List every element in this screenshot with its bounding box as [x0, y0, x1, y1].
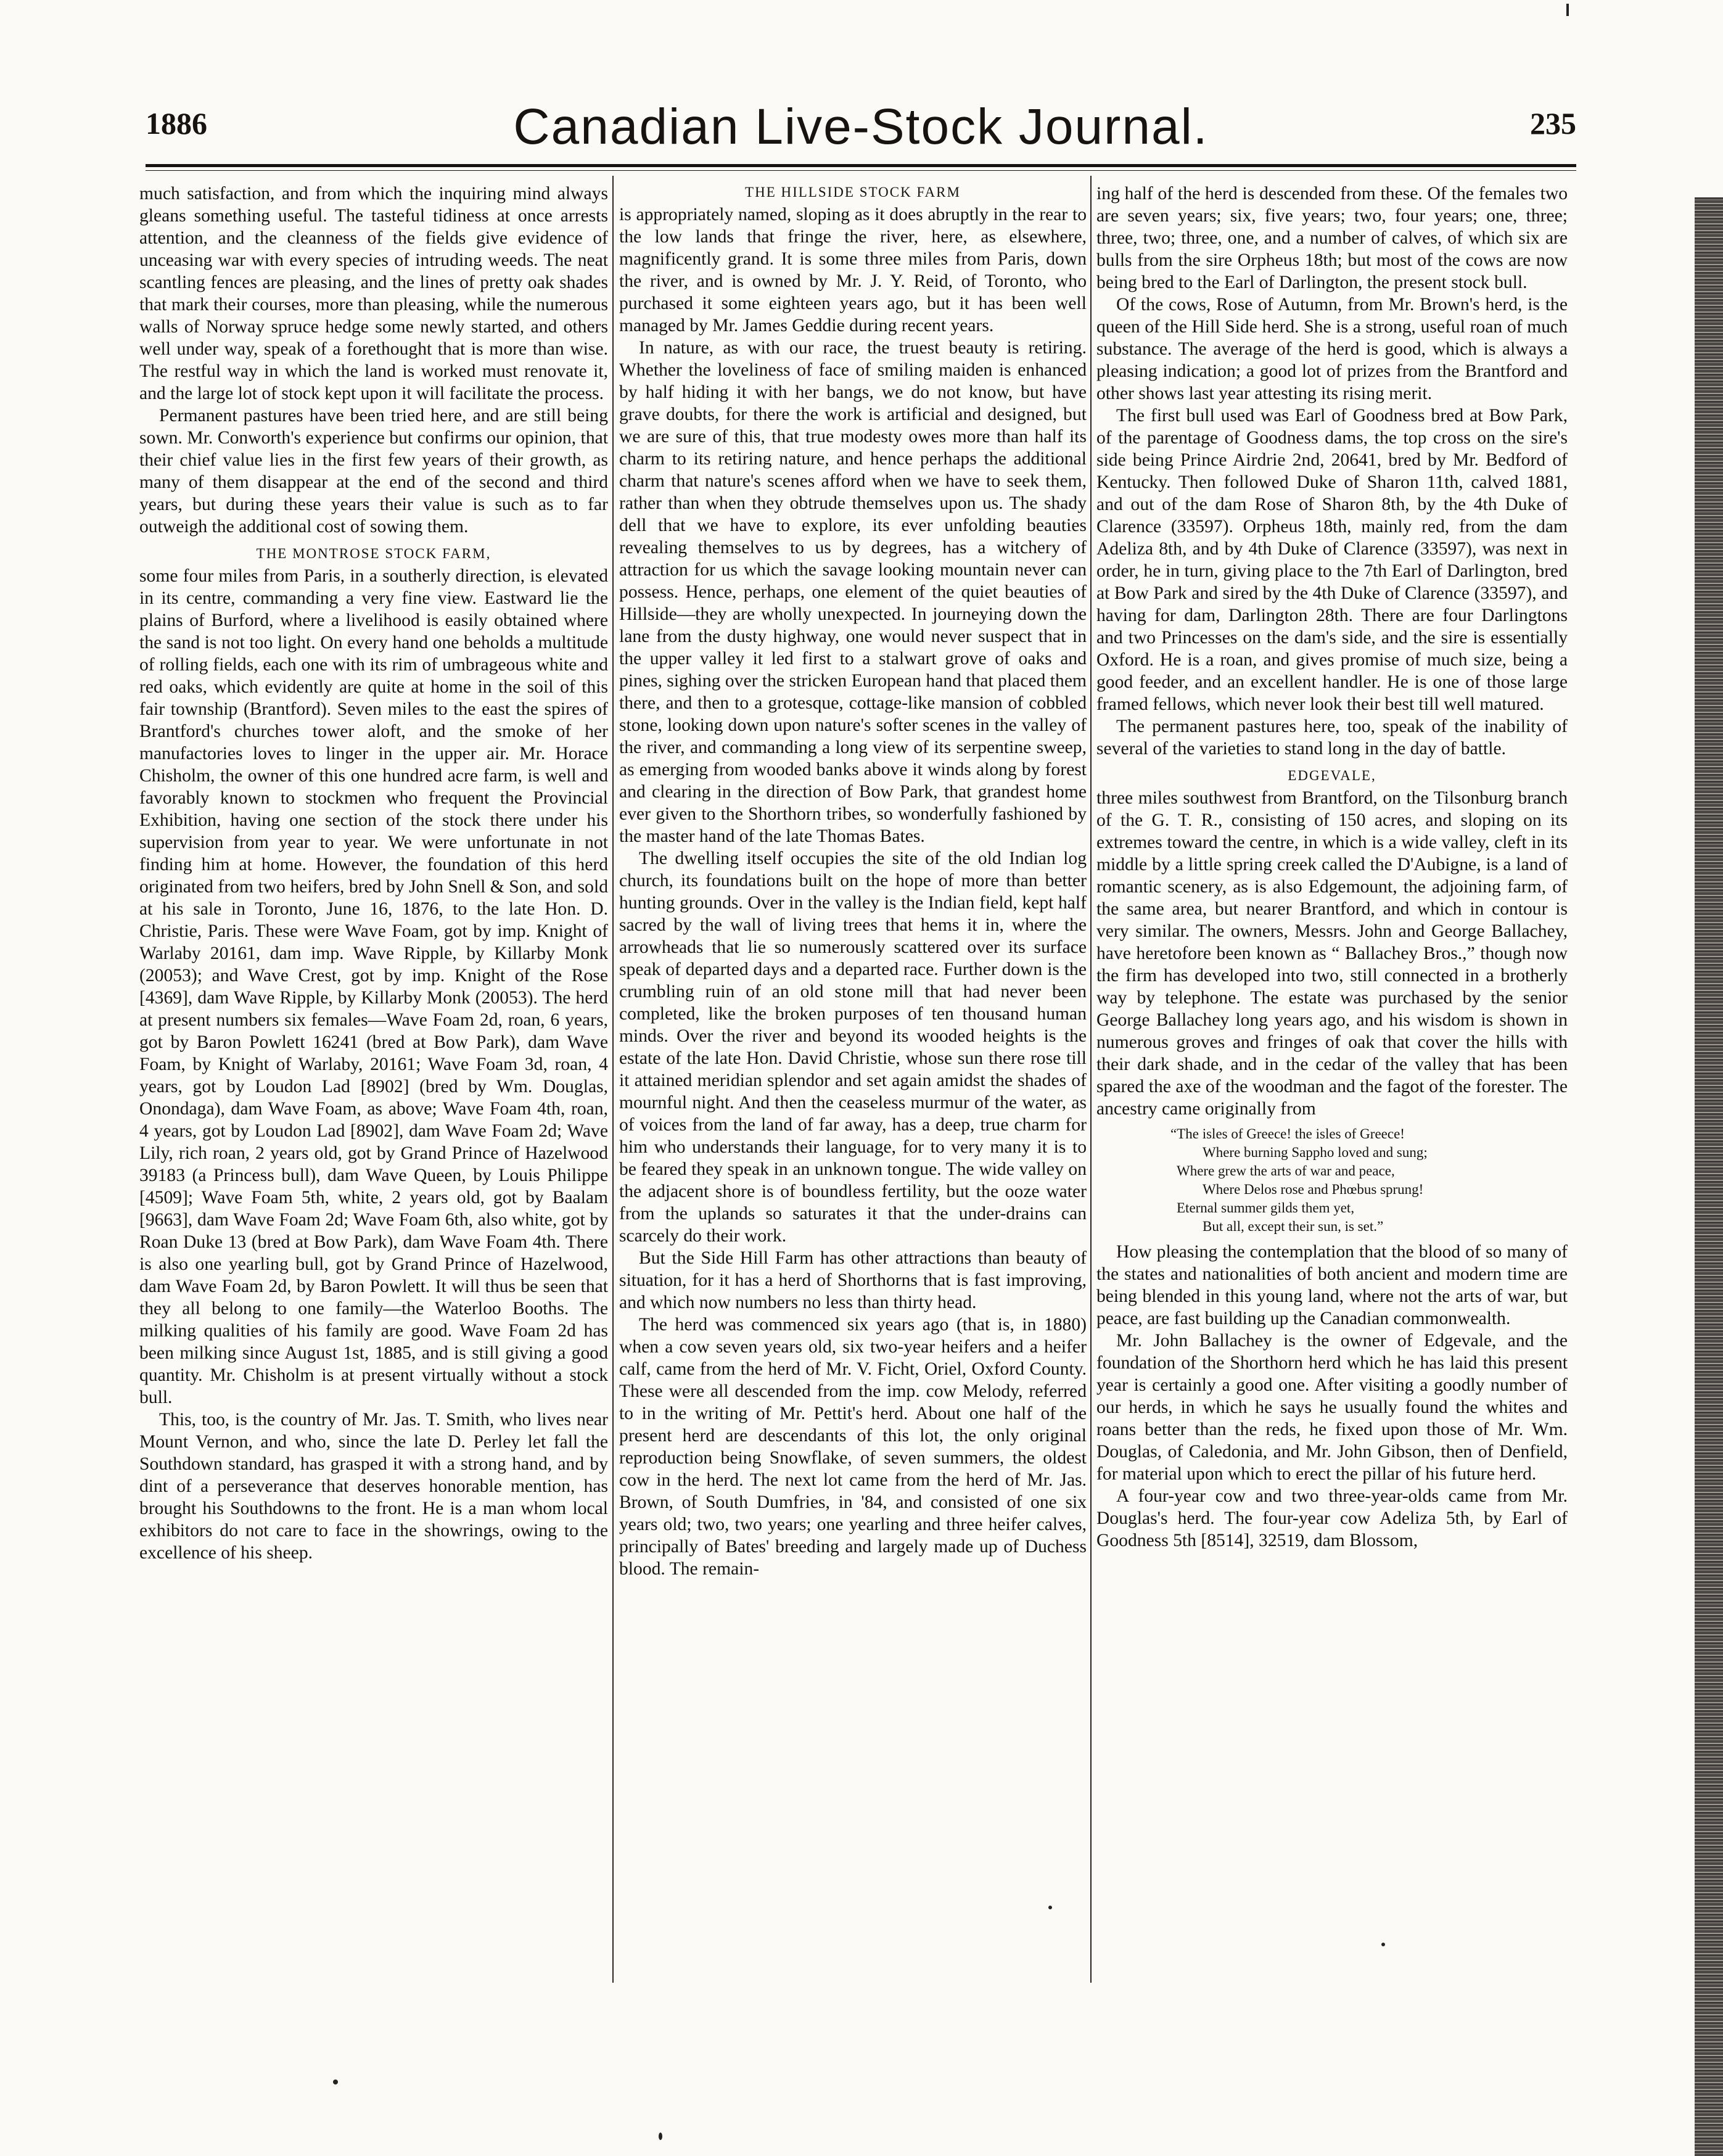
article-paragraph: The dwelling itself occupies the site of the old Indian log church, its foundations built on the hope of more than better hunting grounds. Over in the valley is the Indian field, kept half sacred by the wall of living trees that hems it in, where the arrowheads that lie so numerously scattered over its surface speak of departed days and a departed race. Further down is the crumbling ruin of an old stone mill that had never been completed, like the broken purposes of ten thousand human minds. Over the river and beyond its wooded heights is the estate of the late Hon. David Christie, whose sun there rose till it attained meridian splendor and set again amidst the shades of mournful night. And then the ceaseless murmur of the water, as of voices from the land of far away, has a deep, true charm for him who understands their language, for to very many it is to be feared they speak in an unknown tongue. The wide valley on the adjacent shore is of boundless fertility, but the ooze water from the uplands so saturates it that the under-drains can scarcely do their work.	[619, 849, 1087, 1246]
page-number: 235	[1530, 106, 1576, 141]
article-paragraph: In nature, as with our race, the truest beauty is retiring. Whether the loveliness of face of smiling maiden is enhanced by half hiding it with her bangs, we do not know, but have grave doubts, for there the work is artificial and designed, but we are sure of this, that true modesty owes more than half its charm to its retiring nature, and hence perhaps the additional charm that nature's scenes afford when we have to seek them, rather than when they obtrude themselves upon us. The shady dell that we have to explore, its ever unfolding beauties revealing themselves to us by degrees, has a witchery of attraction for us which the savage looking mountain never can possess. Hence, perhaps, one element of the quiet beauties of Hillside—they are wholly unexpected. In journeying down the lane from the dusty highway, one would never suspect that in the upper valley it led first to a stalwart grove of oaks and pines, sighing over the stricken European hand that placed them there, and then to a grotesque, cottage-like mansion of cobbled stone, looking down upon nature's softer scenes in the valley of the river, and commanding a long view of its serpentine sweep, as emerging from wooded banks above it winds along by forest and clearing in the direction of Bow Park, that grandest home ever given to the Shorthorn tribes, so wonderfully fashioned by the master hand of the late Thomas Bates.	[619, 338, 1087, 846]
poem-line: “The isles of Greece! the isles of Greece!	[1170, 1126, 1405, 1142]
journal-title: Canadian Live-Stock Journal.	[513, 99, 1209, 155]
print-speck	[1048, 1906, 1052, 1909]
column-divider	[612, 176, 614, 1983]
binding-edge	[1695, 197, 1723, 2156]
page-header	[146, 99, 1576, 160]
article-paragraph: A four-year cow and two three-year-olds came from Mr. Douglas's herd. The four-year cow Adeliza 5th, by Earl of Goodness 5th [8514], 32519, dam Blossom,	[1096, 1486, 1568, 1550]
article-paragraph: much satisfaction, and from which the inquiring mind always gleans something useful. The tasteful tidiness at once arrests attention, and the cleanness of the fields give evidence of unceasing war with every species of intruding weeds. The neat scantling fences are pleasing, and the lines of pretty oak shades that mark their courses, more than pleasing, while the numerous walls of Norway spruce hedge some newly started, and others well under way, speak of a forethought that is more than wise. The restful way in which the land is worked must renovate it, and the large lot of stock kept upon it will facilitate the process.	[139, 184, 608, 403]
article-paragraph: ing half of the herd is descended from these. Of the females two are seven years; six, five years; two, four years; one, three; three, two; three, one, and a number of calves, of which six are bulls from the sire Orpheus 18th; but most of the cows are now being bred to the Earl of Darlington, the present stock bull.	[1096, 184, 1568, 292]
poem-line: Eternal summer gilds them yet,	[1177, 1200, 1355, 1216]
article-paragraph: The permanent pastures here, too, speak of the inability of several of the varieties to stand long in the day of battle.	[1096, 717, 1568, 759]
print-speck	[1381, 1943, 1385, 1946]
column-3	[1096, 183, 1568, 1977]
poem-line: Where grew the arts of war and peace,	[1177, 1163, 1395, 1179]
article-paragraph: three miles southwest from Brantford, on the Tilsonburg branch of the G. T. R., consisting of 150 acres, and sloping on its extremes toward the centre, in which is a wide valley, cleft in its middle by a little spring creek called the D'Aubigne, is a land of romantic scenery, as is also Edgemount, the adjoining farm, of the same area, but nearer Brantford, and which in contour is very similar. The owners, Messrs. John and George Ballachey, have heretofore been known as “ Ballachey Bros.,” though now the firm has developed into two, still connected in a brotherly way by telephone. The estate was purchased by the senior George Ballachey long years ago, and his wisdom is shown in numerous groves and fringes of oak that cover the hills with their dark shade, and in the cedar of the valley that has been spared the axe of the woodman and the fagot of the forester. The ancestry came originally from	[1096, 788, 1568, 1119]
print-speck	[659, 2133, 662, 2140]
article-paragraph: How pleasing the contemplation that the blood of so many of the states and nationalities of both ancient and modern time are being blended in this young land, where not the arts of war, but peace, are fast building up the Canadian commonwealth.	[1096, 1242, 1568, 1328]
article-paragraph: Of the cows, Rose of Autumn, from Mr. Brown's herd, is the queen of the Hill Side herd. She is a strong, useful roan of much substance. The average of the herd is good, which is always a pleasing indication; a good lot of prizes from the Brantford and other shows last year attesting its rising merit.	[1096, 295, 1568, 403]
poem-line: Where Delos rose and Phœbus sprung!	[1203, 1182, 1424, 1197]
section-heading: THE HILLSIDE STOCK FARM	[745, 184, 961, 200]
poem-line: Where burning Sappho loved and sung;	[1203, 1145, 1428, 1160]
article-paragraph: Mr. John Ballachey is the owner of Edgevale, and the foundation of the Shorthorn herd which he has laid this present year is certainly a good one. After visiting a goodly number of our herds, in which he says he usually found the whites and roans better than the reds, he fixed upon those of Mr. Wm. Douglas, of Caledonia, and Mr. John Gibson, then of Denfield, for material upon which to erect the pillar of his future herd.	[1096, 1331, 1568, 1484]
header-year: 1886	[146, 106, 207, 141]
article-paragraph: The herd was commenced six years ago (that is, in 1880) when a cow seven years old, six two-year heifers and a heifer calf, came from the herd of Mr. V. Ficht, Oriel, Oxford County. These were all descended from the imp. cow Melody, referred to in the writing of Mr. Pettit's herd. About one half of the present herd are descendants of this lot, the only original reproduction being Snowflake, of seven summers, the oldest cow in the herd. The next lot came from the herd of Mr. Jas. Brown, of South Dumfries, in '84, and consisted of one six years old; two, two years; one yearling and three heifer calves, principally of Bates' breeding and largely made up of Duchess blood. The remain-	[619, 1315, 1087, 1579]
section-heading: EDGEVALE,	[1288, 768, 1376, 783]
article-paragraph: But the Side Hill Farm has other attractions than beauty of situation, for it has a herd of Shorthorns that is fast improving, and which now numbers no less than thirty head.	[619, 1248, 1087, 1312]
scan-mark	[1566, 4, 1569, 16]
poem-line: But all, except their sun, is set.”	[1203, 1219, 1384, 1234]
column-divider	[1090, 176, 1092, 1983]
print-speck	[333, 2080, 338, 2084]
article-paragraph: The first bull used was Earl of Goodness bred at Bow Park, of the parentage of Goodness dams, the top cross on the sire's side being Prince Airdrie 2nd, 20641, bred by Mr. Bedford of Kentucky. Then followed Duke of Sharon 11th, calved 1881, and out of the dam Rose of Sharon 8th, by the 4th Duke of Clarence (33597). Orpheus 18th, mainly red, from the dam Adeliza 8th, and by 4th Duke of Clarence (33597), was next in order, he in turn, giving place to the 7th Earl of Darlington, bred at Bow Park and sired by the 4th Duke of Clarence (33597), and having for dam, Darlington 28th. There are four Darlingtons and two Princesses on the dam's side, and the sire is essentially Oxford. He is a roan, and gives promise of much size, being a good feeder, and an excellent handler. He is one of those large framed fellows, which never look their best till well matured.	[1096, 406, 1568, 714]
article-paragraph: is appropriately named, sloping as it does abruptly in the rear to the low lands that fringe the river, here, as elsewhere, magnificently grand. It is some three miles from Paris, down the river, and is owned by Mr. J. Y. Reid, of Toronto, who purchased it some eighteen years ago, but it has been well managed by Mr. James Geddie during recent years.	[619, 205, 1087, 335]
header-rule	[146, 164, 1576, 167]
poem-quote	[1096, 1125, 1568, 1236]
column-1	[139, 183, 608, 1977]
article-paragraph: This, too, is the country of Mr. Jas. T. Smith, who lives near Mount Vernon, and who, since the late D. Perley let fall the Southdown standard, has grasped it with a strong hand, and by dint of a perseverance that deserves honorable mention, has brought his Southdowns to the front. He is a man whom local exhibitors do not care to face in the showrings, owing to the excellence of his sheep.	[139, 1410, 608, 1563]
article-paragraph: some four miles from Paris, in a southerly direction, is elevated in its centre, commanding a very fine view. Eastward lie the plains of Burford, where a livelihood is easily obtained where the sand is not too light. On every hand one beholds a multitude of rolling fields, each one with its rim of umbrageous white and red oaks, which evidently are quite at home in the soil of this fair township (Brantford). Seven miles to the east the spires of Brantford's churches tower aloft, and the smoke of her manufactories loves to linger in the upper air. Mr. Horace Chisholm, the owner of this one hundred acre farm, is well and favorably known to stockmen who frequent the Provincial Exhibition, having one section of the stock there under his supervision from year to year. We were unfortunate in not finding him at home. However, the foundation of this herd originated from two heifers, bred by John Snell & Son, and sold at his sale in Toronto, June 16, 1876, to the late Hon. D. Christie, Paris. These were Wave Foam, got by imp. Knight of Warlaby 20161, dam imp. Wave Ripple, by Killarby Monk (20053); and Wave Crest, got by imp. Knight of the Rose [4369], dam Wave Ripple, by Killarby Monk (20053). The herd at present numbers six females—Wave Foam 2d, roan, 6 years, got by Baron Powlett 16241 (bred at Bow Park), dam Wave Foam, by Knight of Warlaby, 20161; Wave Foam 3d, roan, 4 years, got by Loudon Lad [8902] (bred by Wm. Douglas, Onondaga), dam Wave Foam, as above; Wave Foam 4th, roan, 4 years, got by Loudon Lad [8902], dam Wave Foam 2d; Wave Lily, rich roan, 2 years old, got by Grand Prince of Hazelwood 39183 (a Princess bull), dam Wave Queen, by Louis Philippe [4509]; Wave Foam 5th, white, 2 years old, got by Baalam [9663], dam Wave Foam 2d; Wave Foam 6th, also white, got by Roan Duke 13 (bred at Bow Park), dam Wave Foam 4th. There is also one yearling bull, got by Grand Prince of Hazelwood, dam Wave Foam 2d, by Baron Powlett. It will thus be seen that they all belong to one family—the Waterloo Booths. The milking qualities of his family are good. Wave Foam 2d has been milking since August 1st, 1885, and is still giving a good quantity. Mr. Chisholm is at present virtually without a stock bull.	[139, 566, 608, 1407]
article-paragraph: Permanent pastures have been tried here, and are still being sown. Mr. Conworth's experience but confirms our opinion, that their chief value lies in the first few years of their growth, as many of them disappear at the end of the second and third years, but during these years their value is such as to far outweigh the additional cost of sowing them.	[139, 406, 608, 537]
section-heading: THE MONTROSE STOCK FARM,	[256, 546, 491, 561]
header-rule-thin	[146, 170, 1576, 171]
column-2	[619, 183, 1087, 1977]
